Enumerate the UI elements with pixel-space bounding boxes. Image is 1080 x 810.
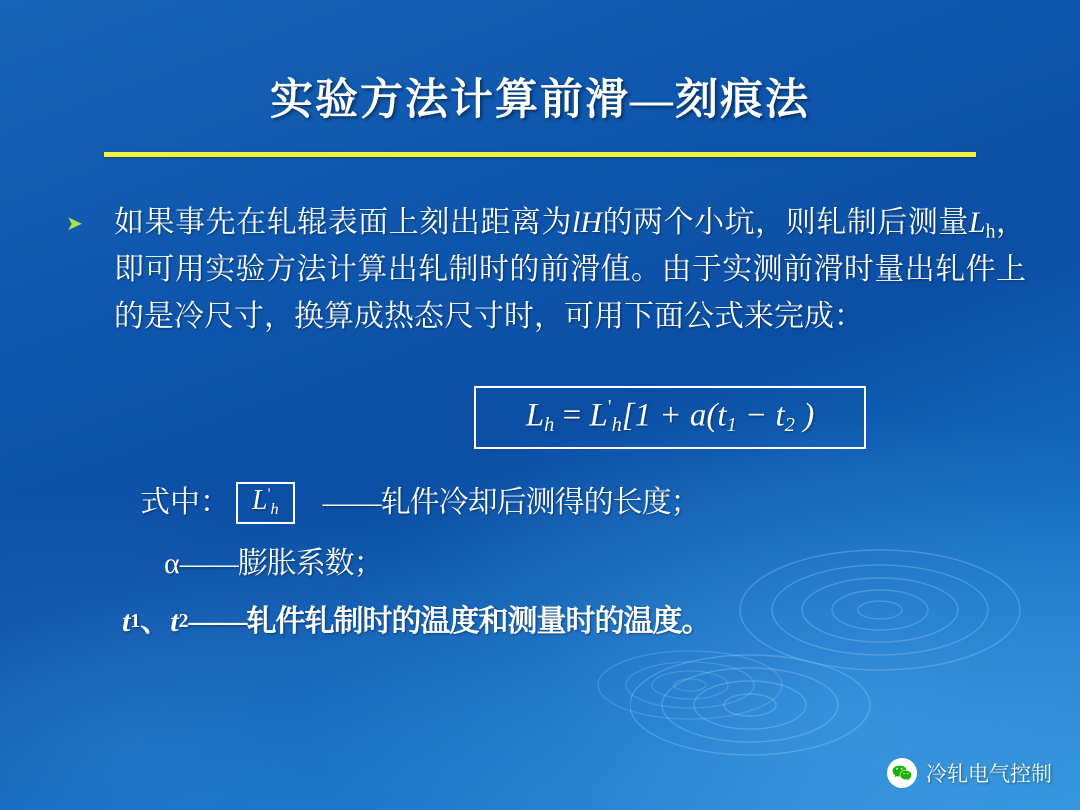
main-bullet-block [66,200,1026,341]
formula-lhs-var: L [525,397,545,434]
legend-description-2: ——膨胀系数； [179,546,383,580]
legend-block [122,482,1040,662]
bullet-line2-part-b: ，即可用实验方法计算出轧制时的前滑值。由于 [114,206,1027,287]
bullet-line2-subscript: h [985,220,996,243]
bullet-line1-italic-var: lH [571,206,602,239]
legend-sym1-var: L [252,485,268,517]
bullet-line2-part-a: 后测量 [877,206,969,239]
legend-row-3 [122,604,1040,640]
legend-intro-label: 式中： [140,485,230,519]
footer-label: 冷轧电气控制 [926,763,1052,786]
formula-rhs-var: L [589,397,608,434]
formula-rhs-prime: ' [607,396,612,418]
bullet-line3: 实测前滑时量出轧件上的是冷尺寸，换算成热态尺寸时， [114,253,1027,334]
arrow-bullet-icon: ➤ [66,213,83,235]
footer-watermark [887,758,1052,788]
legend-symbol-alpha: α [164,546,180,580]
legend-description-3: ——轧件轧制时的温度和测量时的温度。 [188,604,711,638]
legend-sym1-prime: ' [267,485,271,503]
bullet-line1-part-b: 的两个小坑，则轧制 [601,206,878,239]
legend-sym1-sub: h [270,499,279,518]
legend-sym3-sub-b: 2 [178,610,189,633]
slide-title: 实验方法计算前滑—刻痕法 [270,77,810,124]
legend-sym3-separator: 、 [140,604,171,638]
formula-rhs-sub: h [611,413,622,436]
legend-row-1 [140,482,1040,524]
formula-rhs-body: [1 + a(t [621,397,727,434]
main-formula-box [474,386,866,449]
formula-rhs-close: ) [794,397,815,434]
wechat-icon [887,758,917,788]
legend-sym3-sub-a: 1 [130,610,141,633]
legend-row-2 [164,546,1040,582]
bullet-line1-part-a: 如果事先在轧辊表面上刻出距离为 [114,206,572,239]
legend-symbol-lh-prime [236,482,295,524]
formula-lhs-sub: h [544,413,555,436]
legend-description-1: ——轧件冷却后测得的长度； [322,485,700,519]
bullet-paragraph [114,200,1026,341]
bullet-line4: 可用下面公式来完成： [564,300,864,334]
formula-rhs-minus: − t [736,397,785,434]
bullet-line2-italic-var: L [968,206,986,239]
formula-rhs-sub1: 1 [726,413,737,436]
legend-sym3-var-a: t [122,604,131,638]
formula-rhs-sub2: 2 [784,413,795,436]
legend-sym3-var-b: t [170,604,179,638]
title-underline-rule [104,152,976,157]
formula-equals: = [562,397,582,434]
